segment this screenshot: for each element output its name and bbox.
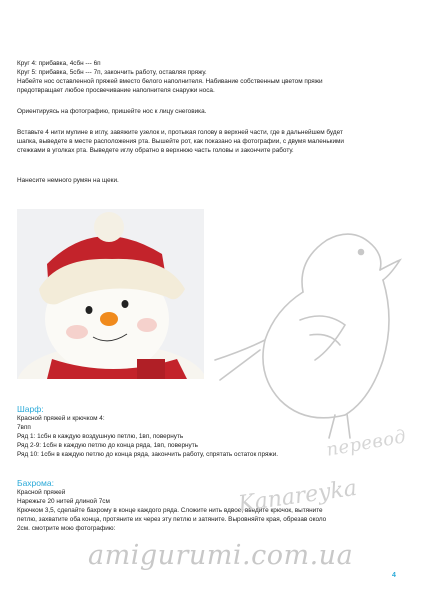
text-fringe-5: 2см. смотрите мою фотографию: <box>17 525 116 532</box>
text-mouth-2: шапка, выведете в месте расположения рта. Вышейте рот, как показано на фотографии, с двумя маленькими <box>17 138 344 145</box>
text-scarf-row10: Ряд 10: 1сбн в каждую петлю до конца ряда, закончить работу, спрятать остаток пряжи. <box>17 451 279 458</box>
watermark-site: amigurumi.com.ua <box>88 540 354 571</box>
text-fringe-1: Красной пряжей <box>17 489 66 496</box>
text-round-4: Круг 4: прибавка, 4сбн --- 6п <box>17 60 101 67</box>
bird-watermark-illustration <box>205 200 415 450</box>
text-scarf-row2: Ряд 2-9: 1сбн в каждую петлю до конца ряда, 1вп, повернуть <box>17 442 198 449</box>
text-mouth-3: стежками в уголках рта. Выведете иглу обратно в верхнюю часть головы и закончите работу. <box>17 147 294 154</box>
watermark-translation: перевод <box>324 426 408 461</box>
heading-scarf: Шарф: <box>17 404 44 414</box>
text-fringe-2: Нарежьте 20 нитей длиной 7см <box>17 498 110 505</box>
text-stuff-nose-2: предотвращает любое просвечивание наполнителя снаружи носа. <box>17 87 215 94</box>
text-attach-nose: Ориентируясь на фотографию, пришейте нос к лицу снеговика. <box>17 108 207 115</box>
text-scarf-row1: Ряд 1: 1сбн в каждую воздушную петлю, 1вп, повернуть <box>17 433 184 440</box>
text-mouth-1: Вставьте 4 нити мулине в иглу, завяжите узелок и, протыкая голову в верхней части, где в дальнейшем будет <box>17 129 343 136</box>
text-fringe-3: Крючком 3,5, сделайте бахрому в конце каждого ряда. Сложите нить вдвое, введите крючок, вытяните <box>17 507 323 514</box>
heading-fringe: Бахрома: <box>17 478 54 488</box>
page-number: 4 <box>392 572 396 579</box>
watermark-author: Kanareyka <box>236 475 359 518</box>
text-fringe-4: петлю, захватите оба конца, протяните их через эту петлю и затяните. Выровняйте края, обрезав около <box>17 516 327 523</box>
text-stuff-nose: Набейте нос оставленной пряжей вместо белого наполнителя. Набивание собственным цветом пряжи <box>17 78 323 85</box>
text-scarf-1: Красной пряжей и крючком 4: <box>17 415 105 422</box>
text-blush: Нанесите немного румян на щеки. <box>17 177 119 184</box>
text-round-5: Круг 5: прибавка, 5сбн --- 7п, закончить работу, оставляя пряжу. <box>17 69 207 76</box>
text-scarf-2: 7впп <box>17 424 31 431</box>
snowman-photo <box>17 209 204 379</box>
